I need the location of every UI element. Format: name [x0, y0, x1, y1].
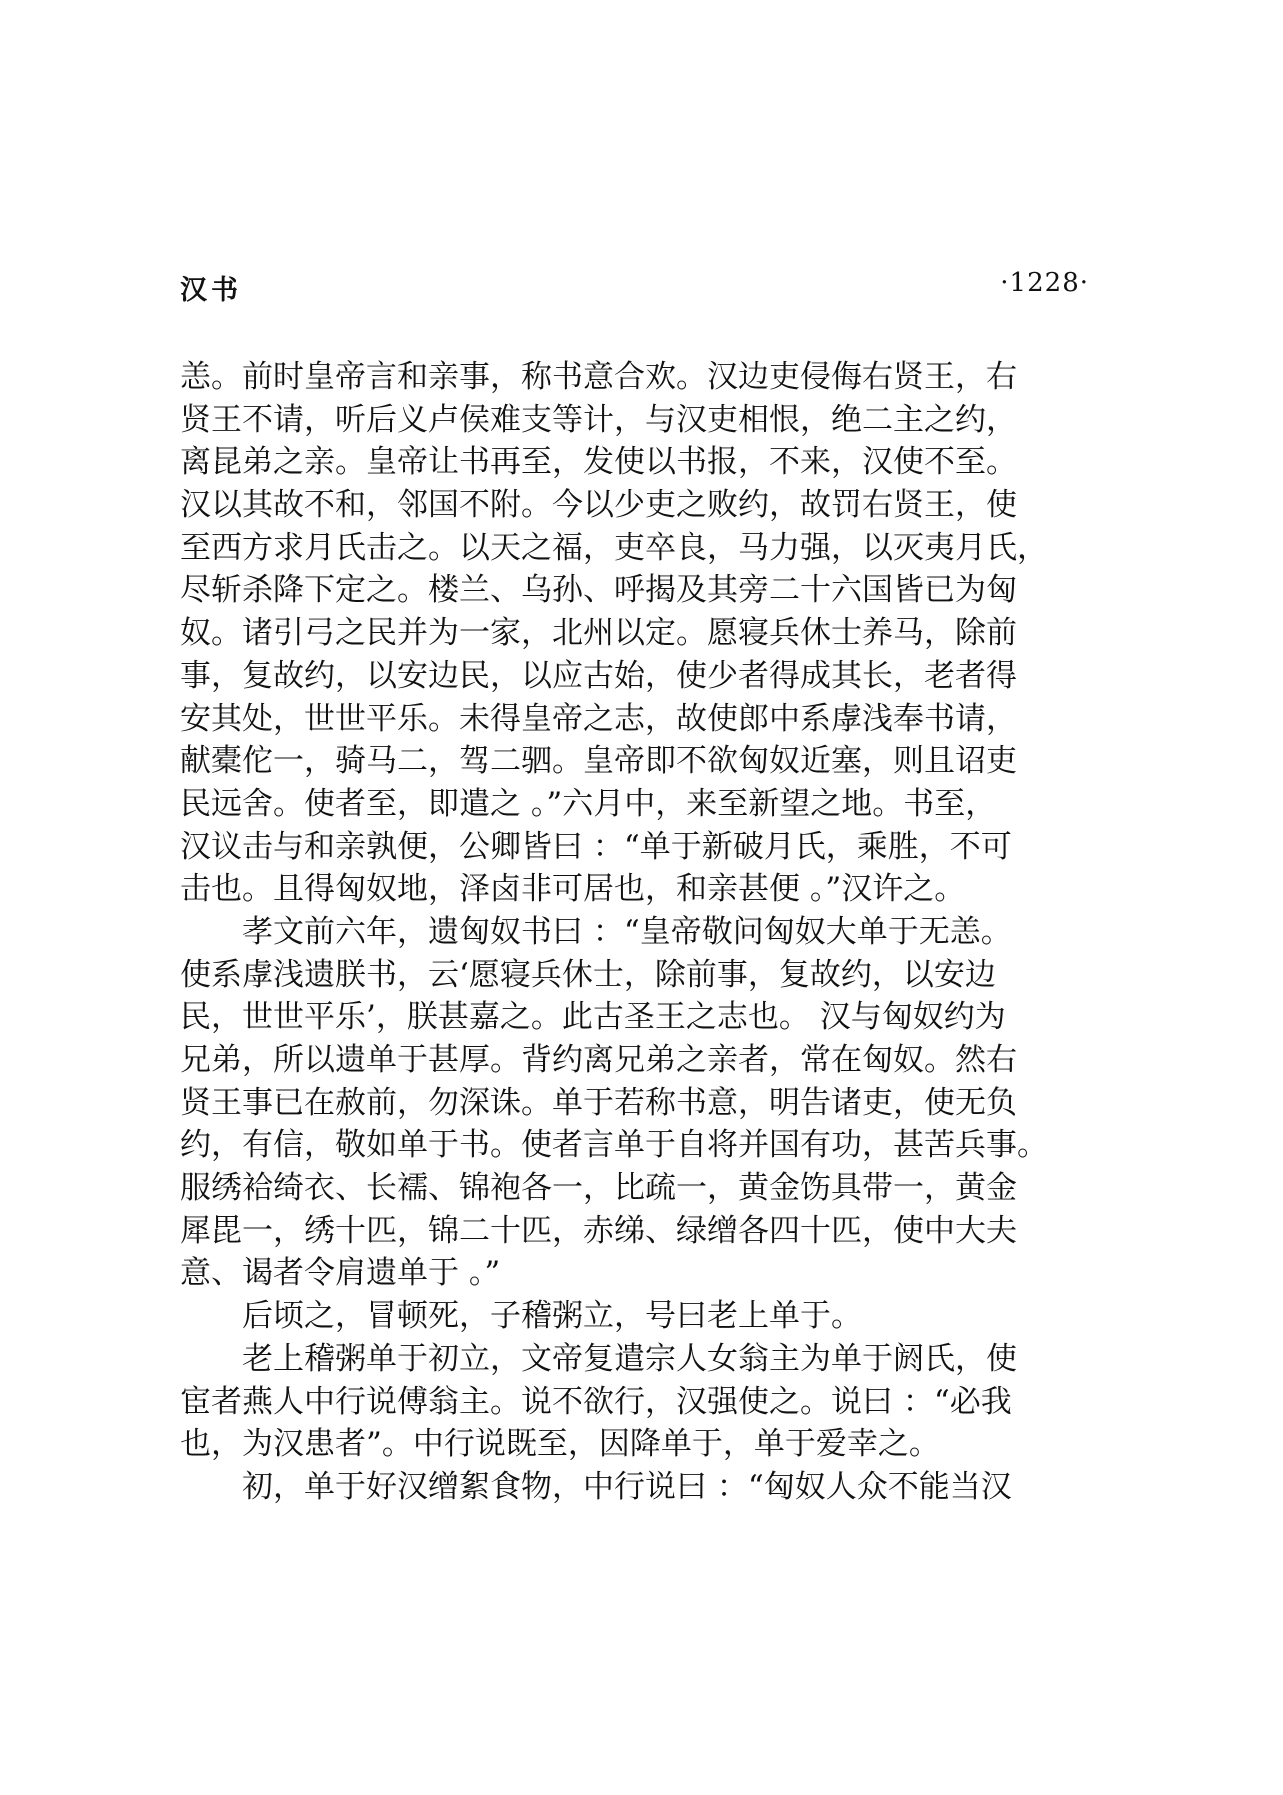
text-line: 意、谒者令肩遗单于 。” [180, 1255, 501, 1292]
text-line: 安其处，世世平乐。未得皇帝之志，故使郎中系虖浅奉书请， [180, 700, 1017, 737]
text-line: 约，有信，敬如单于书。使者言单于自将并国有功，甚苦兵事。 [180, 1127, 1048, 1164]
text-line: 献橐佗一，骑马二，驾二驷。皇帝即不欲匈奴近塞，则且诏吏 [180, 743, 1017, 780]
text-line: 恙。前时皇帝言和亲事，称书意合欢。汉边吏侵侮右贤王，右 [180, 359, 1017, 395]
page-header [180, 268, 1089, 308]
text-line: 孝文前六年，遗匈奴书曰 ：“皇帝敬问匈奴大单于无恙。 [242, 913, 1012, 950]
text-line: 兄弟，所以遗单于甚厚。背约离兄弟之亲者，常在匈奴。然右 [180, 1042, 1017, 1078]
page-number: ·1228· [1000, 268, 1089, 298]
text-line: 至西方求月氏击之。以天之福，吏卒良，马力强，以灭夷月氏， [180, 529, 1048, 566]
text-line: 犀毘一，绣十匹，锦二十匹，赤绨、绿缯各四十匹，使中大夫 [180, 1212, 1017, 1249]
text-line: 汉以其故不和，邻国不附。今以少吏之败约，故罚右贤王，使 [180, 487, 1017, 524]
body-text [180, 356, 1089, 1509]
text-line: 贤王事已在赦前，勿深诛。单于若称书意，明告诸吏，使无负 [180, 1084, 1017, 1121]
book-title: 汉书 [180, 275, 242, 306]
text-line: 使系虖浅遗朕书，云‘愿寝兵休士，除前事，复故约，以安边 [180, 956, 996, 993]
text-line: 离昆弟之亲。皇帝让书再至，发使以书报，不来，汉使不至。 [180, 444, 1017, 481]
text-line: 后顷之，冒顿死，子稽粥立，号曰老上单于。 [242, 1298, 862, 1335]
text-line: 民，世世平乐’，朕甚嘉之。此古圣王之志也。 汉与匈奴约为 [180, 999, 1006, 1036]
text-line: 汉议击与和亲孰便，公卿皆曰 ：“单于新破月氏，乘胜，不可 [180, 828, 1012, 865]
text-line: 服绣袷绮衣、长襦、锦袍各一，比疏一，黄金饬具带一，黄金 [180, 1170, 1017, 1207]
text-line: 奴。诸引弓之民并为一家，北州以定。愿寝兵休士养马，除前 [180, 615, 1017, 652]
text-line: 老上稽粥单于初立，文帝复遣宗人女翁主为单于阏氏，使 [242, 1340, 1017, 1377]
text-line: 尽斩杀降下定之。楼兰、乌孙、呼揭及其旁二十六国皆已为匈 [180, 572, 1017, 609]
text-line: 宦者燕人中行说傅翁主。说不欲行，汉强使之。说曰 ：“必我 [180, 1383, 1012, 1420]
text-line: 击也。且得匈奴地，泽卤非可居也，和亲甚便 。”汉许之。 [180, 871, 966, 908]
text-line: 贤王不请，听后义卢侯难支等计，与汉吏相恨，绝二主之约， [180, 401, 1017, 438]
text-line: 事，复故约，以安边民，以应古始，使少者得成其长，老者得 [180, 657, 1017, 694]
text-line: 民远舍。使者至，即遣之 。”六月中，来至新望之地。书至， [180, 785, 997, 822]
text-line: 也，为汉患者”。中行说既至，因降单于，单于爱幸之。 [180, 1426, 940, 1463]
text-line: 初，单于好汉缯絮食物，中行说曰 ：“匈奴人众不能当汉 [242, 1468, 1012, 1505]
